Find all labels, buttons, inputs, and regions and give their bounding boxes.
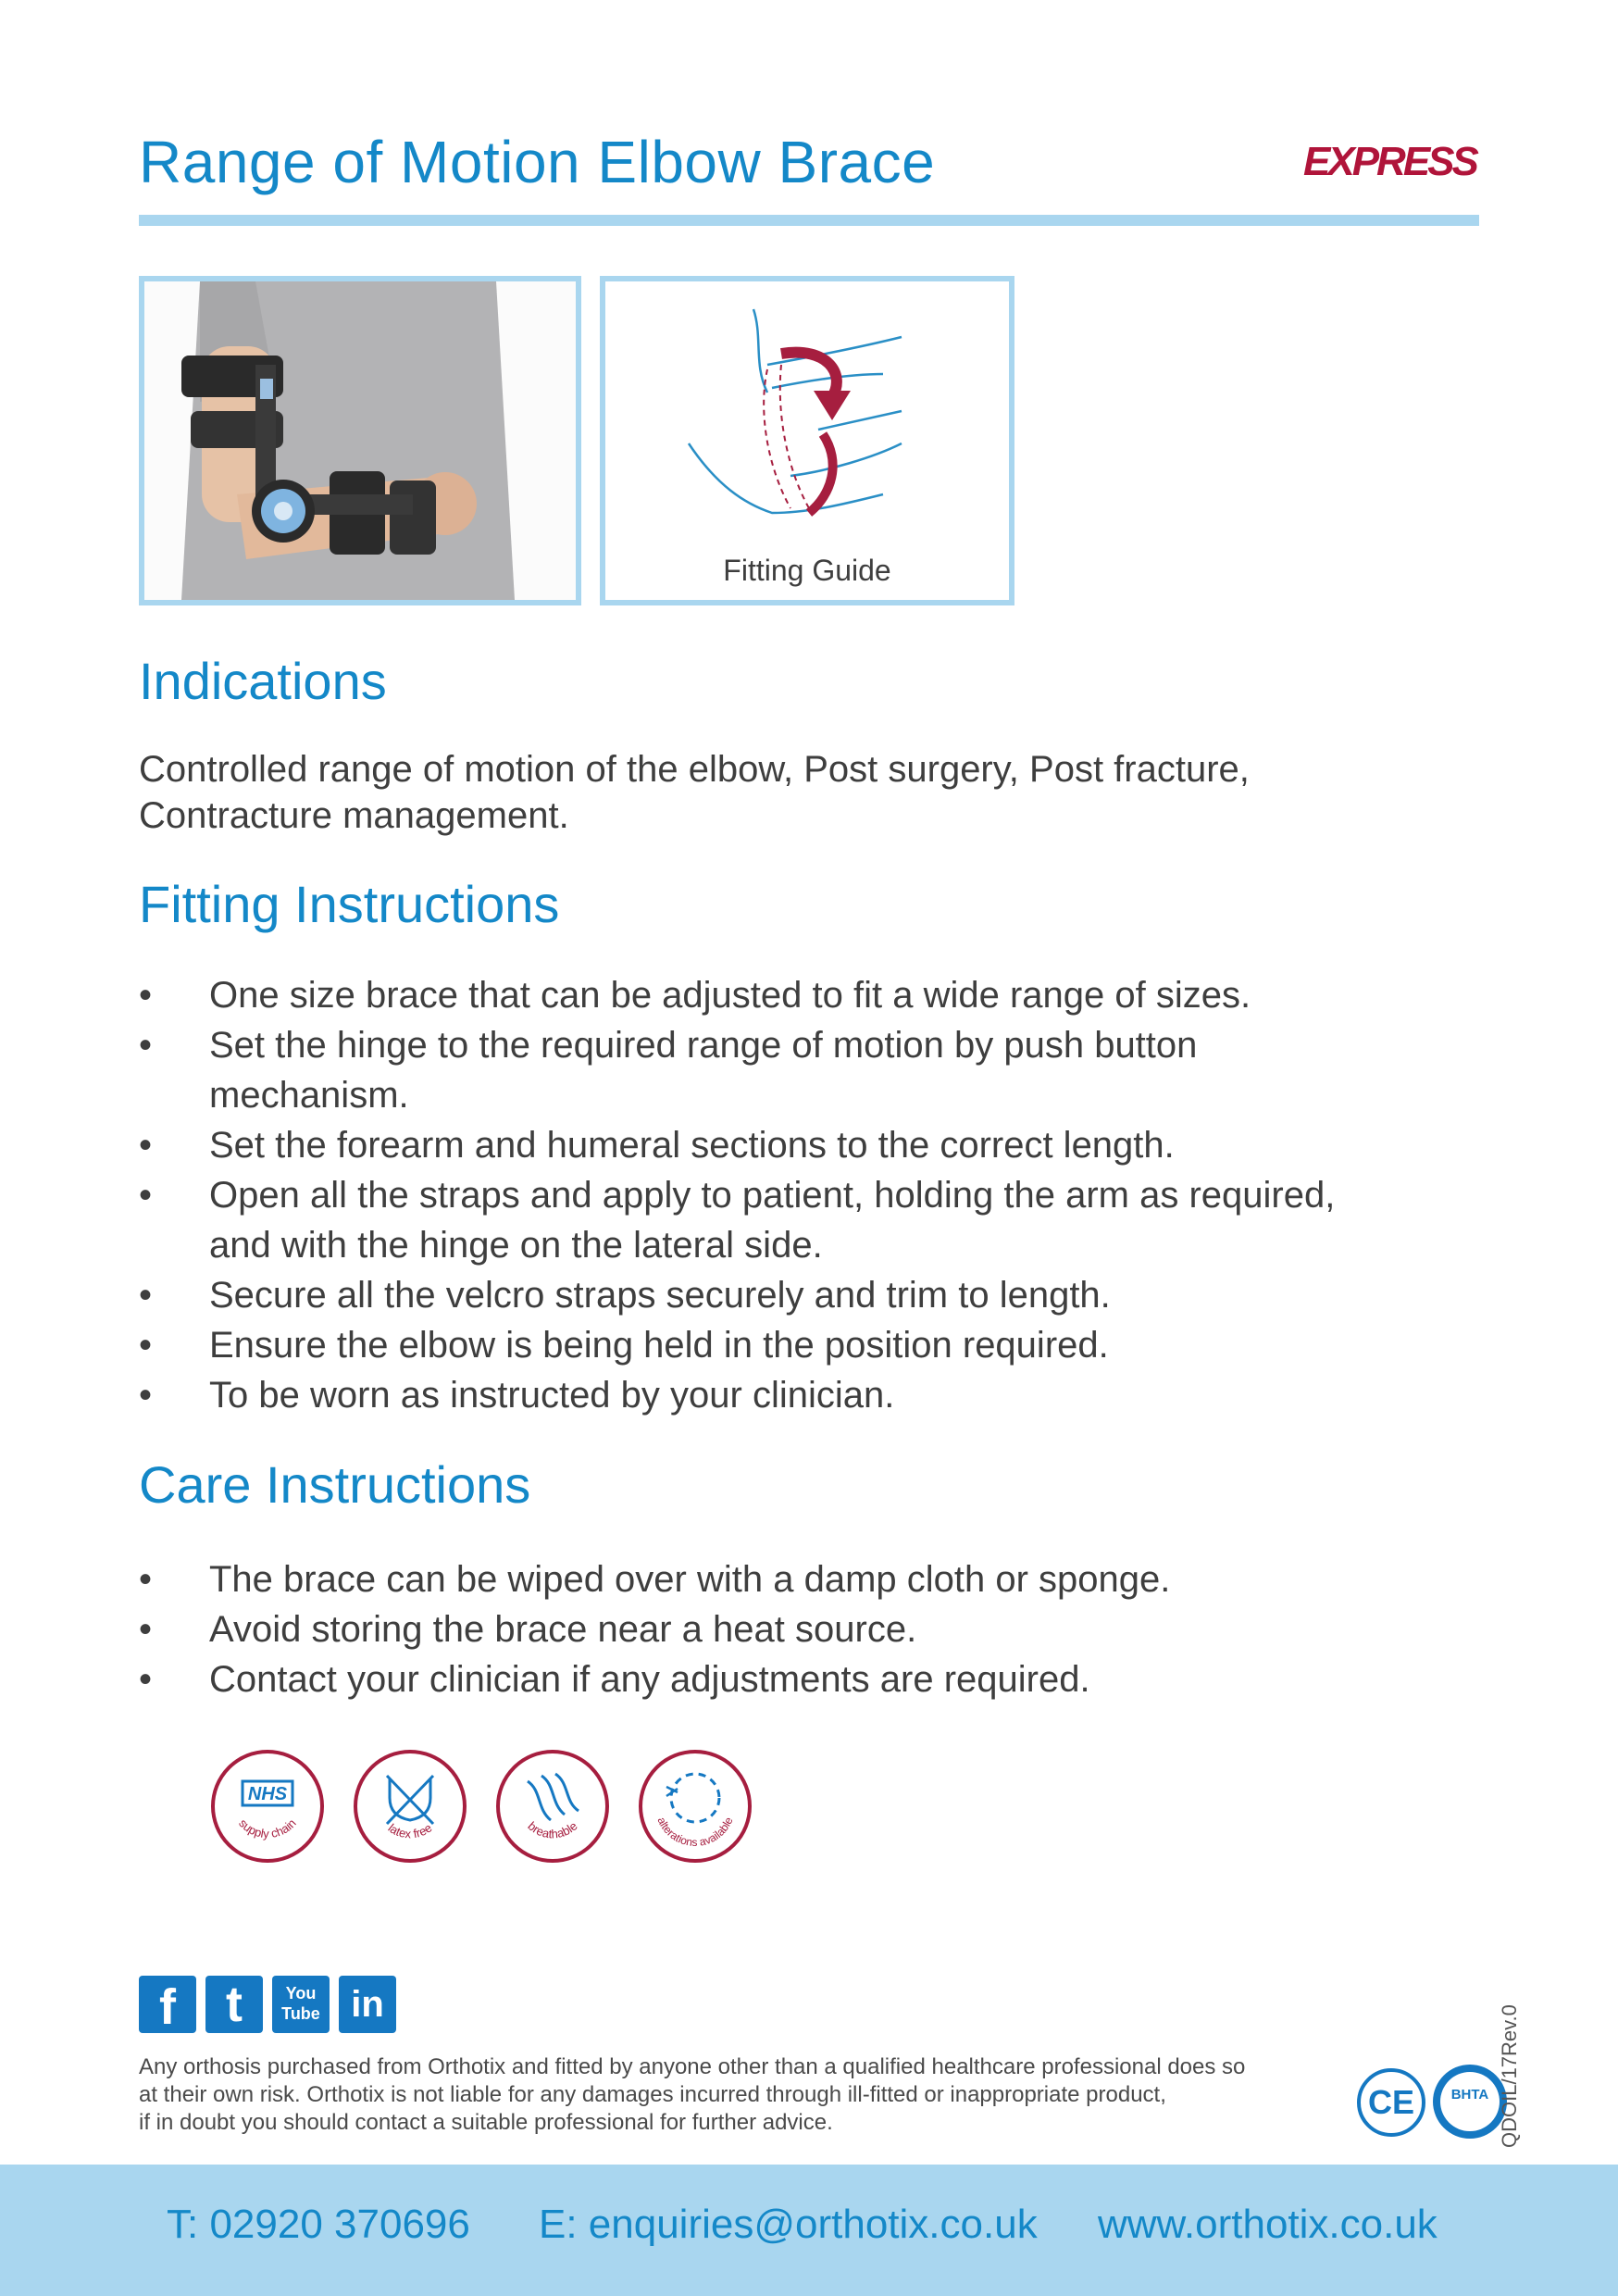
bullet-icon: • [139, 1559, 153, 1600]
list-item [139, 1554, 1462, 1604]
care-instructions-heading: Care Instructions [139, 1455, 531, 1514]
bullet-icon: • [139, 1609, 153, 1650]
list-item-text: Ensure the elbow is being held in the position required. [209, 1325, 1109, 1366]
footer-website[interactable]: www.orthotix.co.uk [1098, 2202, 1438, 2247]
list-item-text: Set the forearm and humeral sections to the correct length. [209, 1125, 1175, 1166]
list-item [139, 1020, 1462, 1120]
list-item-text: To be worn as instructed by your clinician. [209, 1375, 895, 1416]
bullet-icon: • [139, 975, 153, 1016]
bullet-icon: • [139, 1375, 153, 1416]
fitting-guide-caption: Fitting Guide [723, 554, 891, 587]
facebook-icon[interactable]: f [139, 1976, 196, 2033]
list-item-text: Contact your clinician if any adjustments are required. [209, 1659, 1090, 1700]
list-item [139, 1320, 1462, 1370]
fitting-instructions-heading: Fitting Instructions [139, 875, 560, 933]
indications-text [139, 746, 1435, 839]
breathable-badge-label: breathable [525, 1818, 580, 1841]
footer-bar [0, 2165, 1618, 2296]
fitting-guide-image [600, 276, 1014, 605]
list-item-text: mechanism. [209, 1075, 409, 1116]
fitting-instructions-list [139, 970, 1462, 1420]
express-logo: EXPRESS [1303, 139, 1476, 184]
nhs-logo [215, 1753, 320, 1859]
list-item [139, 1170, 1462, 1270]
ce-mark-icon: CE [1357, 2068, 1425, 2137]
footer-phone[interactable]: T: 02920 370696 [167, 2202, 470, 2247]
bullet-icon: • [139, 1659, 153, 1700]
indications-line-1: Controlled range of motion of the elbow, Post surgery, Post fracture, [139, 749, 1250, 790]
indications-heading: Indications [139, 652, 387, 710]
linkedin-icon[interactable]: in [339, 1976, 396, 2033]
breathable-icon [500, 1753, 605, 1859]
nhs-supply-chain-badge [211, 1750, 324, 1863]
svg-text:alterations available [654, 1815, 735, 1849]
list-item [139, 1370, 1462, 1420]
care-instructions-list [139, 1554, 1462, 1704]
nhs-badge-logo-text: NHS [247, 1784, 288, 1804]
alterations-icon [642, 1753, 748, 1859]
list-item-text: Secure all the velcro straps securely and trim to length. [209, 1275, 1111, 1316]
list-item-text: and with the hinge on the lateral side. [209, 1225, 823, 1266]
latex-free-badge [354, 1750, 467, 1863]
footer-email[interactable]: E: enquiries@orthotix.co.uk [539, 2202, 1038, 2247]
bullet-icon: • [139, 1025, 153, 1066]
svg-text:breathable [525, 1819, 579, 1841]
disclaimer-line-2: at their own risk. Orthotix is not liable for any damages incurred through ill-fitted or inappropriate product, [139, 2082, 1166, 2107]
svg-text:latex free [385, 1821, 434, 1841]
alterations-badge-label: alterations available [654, 1815, 736, 1850]
list-item-text: Avoid storing the brace near a heat source. [209, 1609, 917, 1650]
latex-free-icon [357, 1753, 463, 1859]
list-item [139, 1120, 1462, 1170]
list-item [139, 1604, 1462, 1654]
list-item-text: One size brace that can be adjusted to fit a wide range of sizes. [209, 975, 1251, 1016]
indications-line-2: Contracture management. [139, 795, 569, 836]
twitter-icon[interactable]: t [205, 1976, 263, 2033]
list-item-text: The brace can be wiped over with a damp cloth or sponge. [209, 1559, 1171, 1600]
document-reference: QDOIL/17Rev.0 [1498, 2004, 1521, 2148]
list-item [139, 1270, 1462, 1320]
page-title: Range of Motion Elbow Brace [139, 129, 936, 195]
product-photo-illustration [144, 281, 576, 600]
bullet-icon: • [139, 1325, 153, 1366]
disclaimer [139, 2053, 1342, 2137]
list-item [139, 970, 1462, 1020]
breathable-badge [496, 1750, 609, 1863]
fitting-guide-illustration [605, 281, 1009, 550]
nhs-badge-label: supply chain [236, 1816, 299, 1841]
alterations-available-badge [639, 1750, 752, 1863]
list-item-text: Set the hinge to the required range of motion by push button [209, 1025, 1198, 1066]
header-divider [139, 215, 1479, 226]
svg-text:supply chain [236, 1816, 299, 1841]
bullet-icon: • [139, 1125, 153, 1166]
youtube-icon[interactable]: You Tube [272, 1976, 330, 2033]
bhta-logo-text: BHTA [1440, 2072, 1500, 2131]
disclaimer-line-1: Any orthosis purchased from Orthotix and fitted by anyone other than a qualified healthcare professional does so [139, 2054, 1246, 2079]
product-photo [139, 276, 581, 605]
bullet-icon: • [139, 1275, 153, 1316]
latex-free-badge-label: latex free [385, 1820, 435, 1841]
bhta-logo [1433, 2065, 1507, 2139]
list-item [139, 1654, 1462, 1704]
list-item-text: Open all the straps and apply to patient, holding the arm as required, [209, 1175, 1336, 1216]
disclaimer-line-3: if in doubt you should contact a suitable professional for further advice. [139, 2110, 833, 2135]
bullet-icon: • [139, 1175, 153, 1216]
